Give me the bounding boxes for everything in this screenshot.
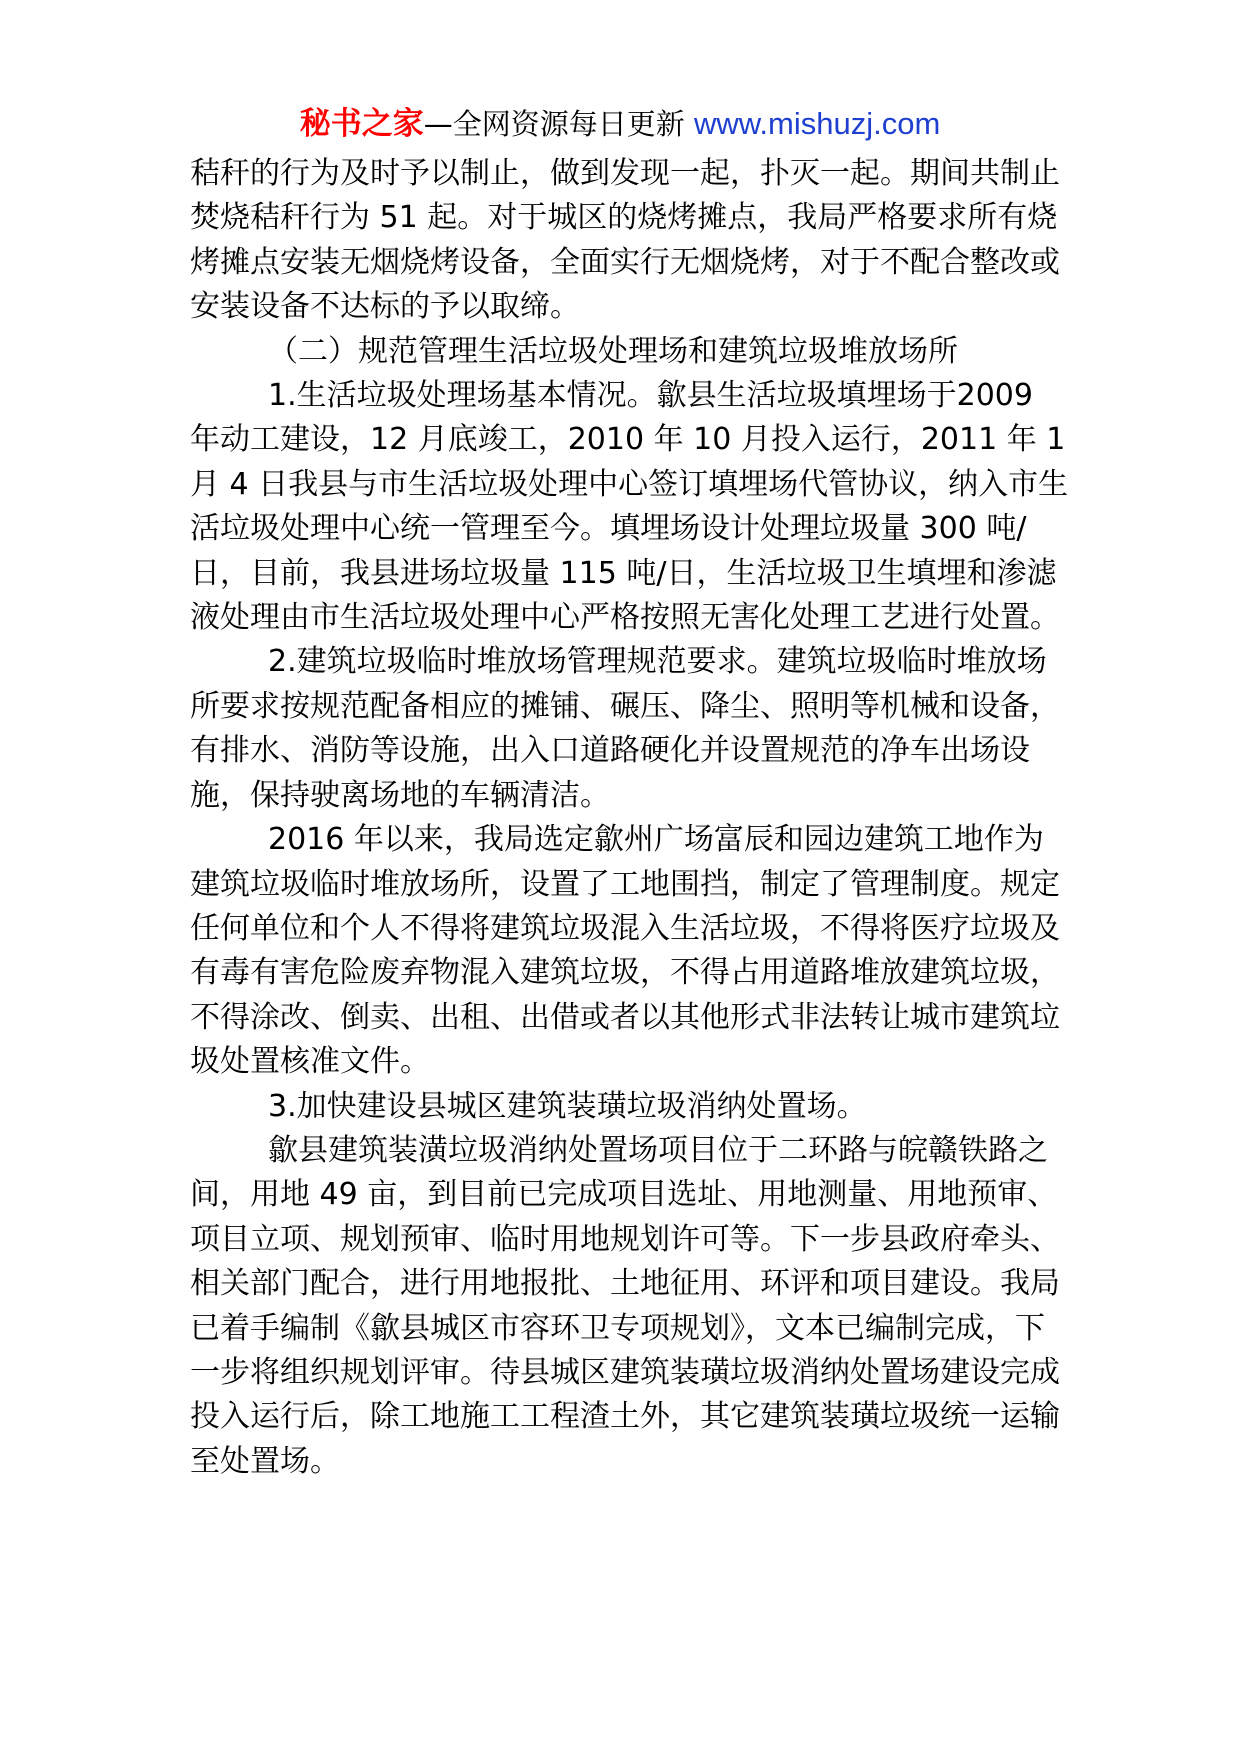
paragraph-construction-waste-rules: 2.建筑垃圾临时堆放场管理规范要求。建筑垃圾临时堆放场所要求按规范配备相应的摊铺、碾压、降尘、照明等机械和设备，有排水、消防等设施，出入口道路硬化并设置规范的净车出场设施，保持驶离场地的车辆清洁。 <box>190 644 1060 813</box>
paragraph-disposal-project: 歙县建筑装潢垃圾消纳处置场项目位于二环路与皖赣铁路之间，用地 49 亩，到目前已完成项目选址、用地测量、用地预审、项目立项、规划预审、临时用地规划许可等。下一步县政府牵头、相关部门配合，进行用地报批、土地征用、环评和项目建设。我局已着手编制《歙县城区市容环卫专项规划》，文本已编制完成，下一步将组织规划评审。待县城区建筑装璜垃圾消纳处置场建设完成投入运行后，除工地施工工程渣土外，其它建筑装璜垃圾统一运输至处置场。 <box>190 1132 1060 1479</box>
section-heading-landfill: （二）规范管理生活垃圾处理场和建筑垃圾堆放场所 <box>268 333 958 369</box>
paragraph-straw-burning: 秸秆的行为及时予以制止，做到发现一起，扑灭一起。期间共制止焚烧秸秆行为 51 起。对于城区的烧烤摊点，我局严格要求所有烧烤摊点安装无烟烧烤设备，全面实行无烟烧烤，对于不配合整改或安装设备不达标的予以取缔。 <box>190 156 1060 325</box>
paragraph-landfill-status: 1.生活垃圾处理场基本情况。歙县生活垃圾填埋场于2009 年动工建设，12 月底竣工，2010 年 10 月投入运行，2011 年 1 月 4 日我县与市生活垃圾处理中心签订填埋场代管协议，纳入市生活垃圾处理中心统一管理至今。填埋场设计处理垃圾量 300 吨/日，目前，我县进场垃圾量 115 吨/日，生活垃圾卫生填埋和渗滤液处理由市生活垃圾处理中心严格按照无害化处理工艺进行处置。 <box>190 378 1069 636</box>
document-body <box>190 152 1070 1484</box>
header-tagline: —全网资源每日更新 <box>423 107 685 141</box>
paragraph-heading-disposal-site: 3.加快建设县城区建筑装璜垃圾消纳处置场。 <box>268 1088 867 1124</box>
paragraph-temporary-site: 2016 年以来，我局选定歙州广场富辰和园边建筑工地作为建筑垃圾临时堆放场所，设置了工地围挡，制定了管理制度。规定任何单位和个人不得将建筑垃圾混入生活垃圾，不得将医疗垃圾及有毒有害危险废弃物混入建筑垃圾，不得占用道路堆放建筑垃圾，不得涂改、倒卖、出租、出借或者以其他形式非法转让城市建筑垃圾处置核准文件。 <box>190 822 1060 1080</box>
brand-name: 秘书之家 <box>299 106 424 142</box>
site-url-link[interactable]: www.mishuzj.com <box>693 106 941 141</box>
site-header <box>0 104 1240 144</box>
